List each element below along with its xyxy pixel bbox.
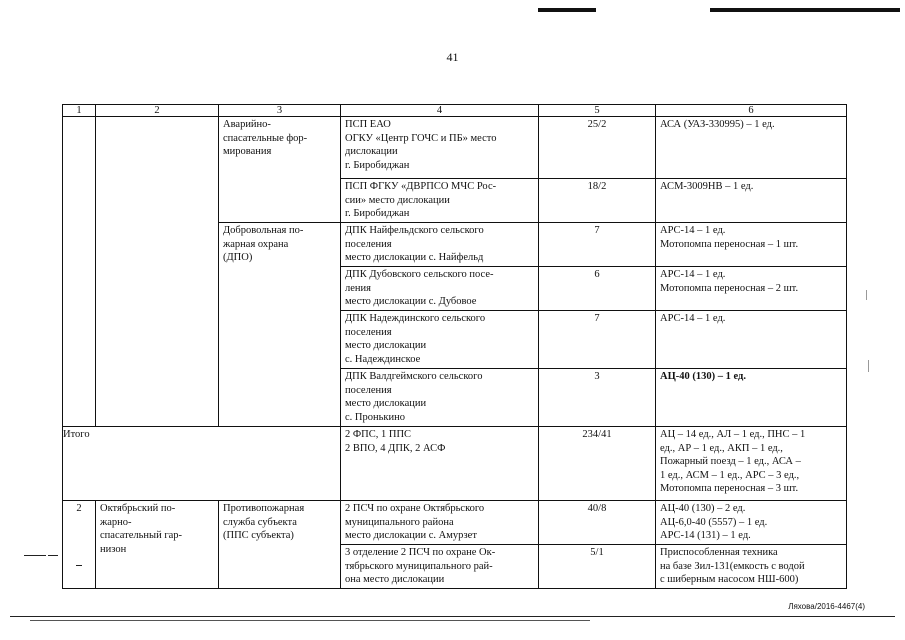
equipment-cell: АРС-14 – 1 ед. Мотопомпа переносная – 1 шт.	[656, 223, 847, 267]
header-cell: 2	[96, 105, 219, 117]
count-cell: 7	[539, 223, 656, 267]
header-cell: 1	[63, 105, 96, 117]
service-type-cell: Противопожарная служба субъекта (ППС субъекта)	[219, 501, 341, 589]
scan-artifact-dash	[24, 555, 46, 556]
count-cell: 6	[539, 267, 656, 311]
footer-doc-code: Ляхова/2016-4467(4)	[788, 602, 865, 611]
total-row	[63, 427, 847, 501]
garrison-cell	[96, 117, 219, 427]
count-cell: 3	[539, 369, 656, 427]
service-type-cell: Аварийно- спасательные фор- мирования	[219, 117, 341, 223]
scan-artifact-dash	[48, 555, 58, 556]
table-row	[63, 501, 847, 545]
garrison-cell: Октябрьский по- жарно- спасательный гар- низон	[96, 501, 219, 589]
unit-cell: 2 ПСЧ по охране Октябрьского муниципального района место дислокации с. Амурзет	[341, 501, 539, 545]
unit-cell: ДПК Найфельдского сельского поселения место дислокации с. Найфельд	[341, 223, 539, 267]
equipment-cell: АЦ-40 (130) – 1 ед.	[656, 369, 847, 427]
header-cell: 5	[539, 105, 656, 117]
count-cell: 234/41	[539, 427, 656, 501]
equipment-cell: АЦ – 14 ед., АЛ – 1 ед., ПНС – 1 ед., АР – 1 ед., АКП – 1 ед., Пожарный поезд – 1 ед., АСА – 1 ед., АСМ – 1 ед., АРС – 3 ед., Мотопомпа переносная – 3 шт.	[656, 427, 847, 501]
count-cell: 40/8	[539, 501, 656, 545]
count-cell: 25/2	[539, 117, 656, 179]
equipment-cell: АСА (УАЗ-330995) – 1 ед.	[656, 117, 847, 179]
header-cell: 4	[341, 105, 539, 117]
unit-cell: ПСП ЕАО ОГКУ «Центр ГОЧС и ПБ» место дислокации г. Биробиджан	[341, 117, 539, 179]
scan-artifact-speck	[866, 290, 867, 300]
page-number: 41	[446, 50, 459, 64]
count-cell: 5/1	[539, 545, 656, 589]
scan-artifact-bar	[538, 8, 596, 12]
scan-artifact-speck	[868, 360, 869, 372]
equipment-cell: АСМ-3009НВ – 1 ед.	[656, 179, 847, 223]
table-row	[63, 117, 847, 179]
unit-cell: ПСП ФГКУ «ДВРПСО МЧС Рос- сии» место дислокации г. Биробиджан	[341, 179, 539, 223]
footer-rule	[30, 620, 590, 621]
scan-artifact-bar	[710, 8, 900, 12]
header-cell: 3	[219, 105, 341, 117]
count-cell: 18/2	[539, 179, 656, 223]
count-cell: 7	[539, 311, 656, 369]
unit-cell: 3 отделение 2 ПСЧ по охране Ок- тябрьского муниципального рай- она место дислокации	[341, 545, 539, 589]
unit-cell: ДПК Валдгеймского сельского поселения место дислокации с. Пронькино	[341, 369, 539, 427]
footer-rule	[10, 616, 895, 617]
unit-cell: ДПК Дубовского сельского посе- ления место дислокации с. Дубовое	[341, 267, 539, 311]
equipment-cell: АЦ-40 (130) – 2 ед. АЦ-6,0-40 (5557) – 1 ед. АРС-14 (131) – 1 ед.	[656, 501, 847, 545]
equipment-cell: АРС-14 – 1 ед.	[656, 311, 847, 369]
table-header-row	[63, 105, 847, 117]
equipment-cell: АРС-14 – 1 ед. Мотопомпа переносная – 2 шт.	[656, 267, 847, 311]
service-type-cell: Добровольная по- жарная охрана (ДПО)	[219, 223, 341, 427]
unit-cell: ДПК Надеждинского сельского поселения место дислокации с. Надеждинское	[341, 311, 539, 369]
garrison-table	[62, 104, 847, 589]
total-label-cell: Итого	[63, 427, 341, 501]
row-number-cell: 2	[63, 501, 96, 589]
unit-cell: 2 ФПС, 1 ППС 2 ВПО, 4 ДПК, 2 АСФ	[341, 427, 539, 501]
scan-artifact-dash	[76, 565, 82, 566]
header-cell: 6	[656, 105, 847, 117]
row-number-cell	[63, 117, 96, 427]
equipment-cell: Приспособленная техника на базе Зил-131(емкость с водой с шиберным насосом НШ-600)	[656, 545, 847, 589]
